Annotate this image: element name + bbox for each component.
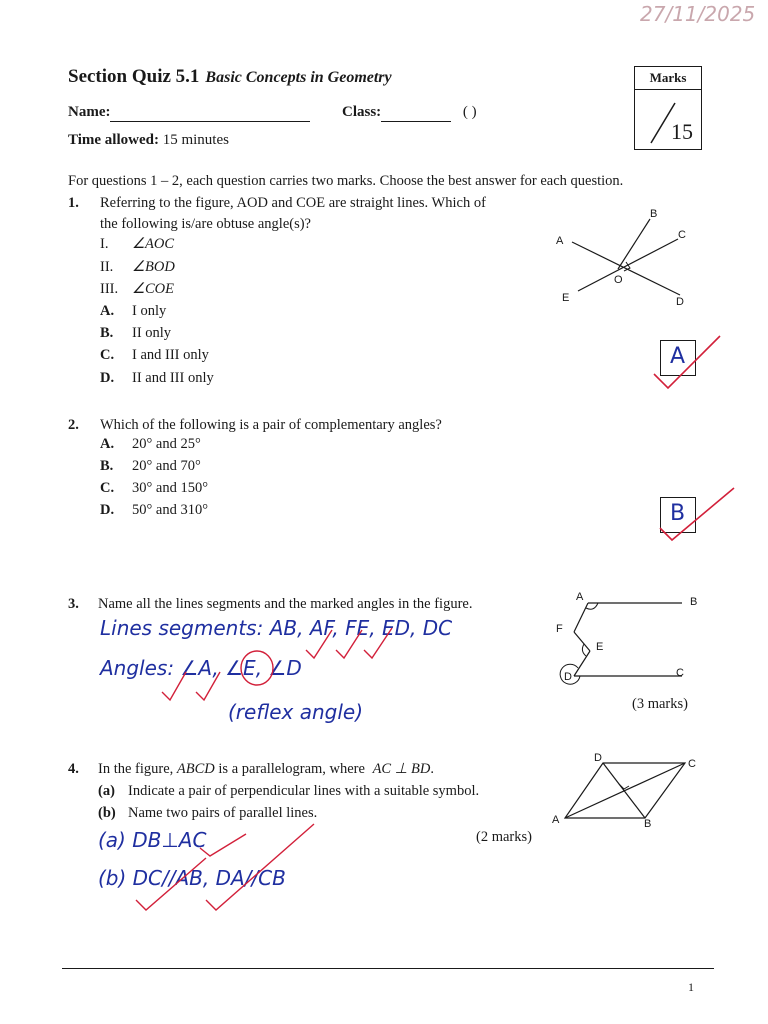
time-label: Time allowed: (68, 132, 159, 148)
q2-option-d: 50° and 310° (132, 502, 209, 518)
marks-box (634, 66, 702, 150)
q1-item-2: ∠BOD (132, 259, 175, 275)
q1-tick-mark (650, 330, 730, 400)
q1-fig-label-o: O (614, 274, 623, 286)
title-text: Section Quiz 5.1 (68, 66, 200, 87)
name-field (68, 104, 310, 122)
q4-part-b-key: (b) (98, 805, 116, 821)
q1-fig-label-a: A (556, 235, 564, 247)
time-allowed (68, 132, 229, 149)
instructions: For questions 1 – 2, each question carries two marks. Choose the best answer for each question. (68, 173, 624, 189)
marks-heading: Marks (635, 67, 701, 90)
q2-option-b: 20° and 70° (132, 458, 201, 474)
q3-handwritten-angles: Angles: ∠A, ∠E, ∠D (100, 656, 302, 680)
q4-fig-label-c: C (688, 758, 696, 770)
q4-text-mid: is a parallelogram, where (218, 761, 365, 777)
name-label: Name: (68, 104, 111, 120)
q4-figure (555, 755, 695, 830)
q1-option-b: II only (132, 325, 172, 341)
q1-item-1-num: I. (100, 236, 109, 252)
q2-answer: B (670, 501, 686, 526)
q4-fig-label-b: B (644, 818, 652, 830)
q4-handwritten-a: (a) DB⊥AC (98, 828, 207, 852)
q1-text-line2: the following is/are obtuse angle(s)? (100, 216, 311, 232)
q2-text: Which of the following is a pair of complementary angles? (100, 417, 442, 433)
q2-option-b-key: B. (100, 458, 114, 474)
q1-fig-label-c: C (678, 229, 686, 241)
q2-option-d-key: D. (100, 502, 115, 518)
q4-text-relation: AC ⊥ BD (372, 761, 431, 777)
q2-option-c: 30° and 150° (132, 480, 209, 496)
q1-option-b-key: B. (100, 325, 114, 341)
q1-option-a-key: A. (100, 303, 115, 319)
q3-tick-marks (100, 610, 430, 710)
q4-part-a: Indicate a pair of perpendicular lines with a suitable symbol. (128, 783, 480, 799)
subtitle-text: Basic Concepts in Geometry (205, 69, 392, 86)
q3-number: 3. (68, 596, 79, 612)
q3-text: Name all the lines segments and the marked angles in the figure. (98, 596, 473, 612)
class-field (342, 104, 477, 122)
q1-answer: A (670, 344, 686, 369)
q4-fig-label-a: A (552, 814, 560, 826)
q3-fig-label-f: F (556, 623, 563, 635)
page-title (68, 66, 392, 88)
q2-number: 2. (68, 417, 79, 433)
q1-number: 1. (68, 195, 79, 211)
q4-handwritten-b: (b) DC//AB, DA//CB (98, 866, 286, 890)
q3-fig-label-d: D (564, 671, 572, 683)
q4-number: 4. (68, 761, 79, 777)
q3-fig-label-b: B (690, 596, 698, 608)
q3-figure (550, 590, 700, 695)
q3-handwritten-segments: Lines segments: AB, AF, FE, ED, DC (100, 616, 453, 640)
q1-item-2-num: II. (100, 259, 114, 275)
q4-part-b: Name two pairs of parallel lines. (128, 805, 318, 821)
q1-item-3: ∠COE (132, 281, 174, 297)
q1-item-3-num: III. (100, 281, 119, 297)
q1-option-c-key: C. (100, 347, 115, 363)
q4-text (98, 758, 434, 780)
q4-marks: (2 marks) (476, 829, 532, 845)
q3-fig-label-e: E (596, 641, 604, 653)
q4-text-abcd: ABCD (176, 761, 215, 777)
q3-marks: (3 marks) (632, 696, 688, 712)
q1-fig-label-e: E (562, 292, 570, 304)
q2-option-c-key: C. (100, 480, 115, 496)
class-number-paren: ( ) (462, 104, 477, 120)
q1-option-a: I only (132, 303, 167, 319)
q2-tick-mark (650, 480, 740, 550)
class-label: Class: (342, 104, 382, 120)
footer-rule (62, 968, 714, 969)
name-blank (110, 104, 310, 122)
q4-part-a-key: (a) (98, 783, 115, 799)
q4-text-pre: In the figure, (98, 761, 174, 777)
q4-tick-marks (96, 820, 336, 920)
q3-fig-label-a: A (576, 591, 584, 603)
q1-fig-label-b: B (650, 208, 658, 220)
q1-option-d-key: D. (100, 370, 115, 386)
time-value: 15 minutes (162, 132, 229, 148)
class-blank (381, 104, 451, 122)
q4-fig-label-d: D (594, 752, 602, 764)
q1-option-d: II and III only (132, 370, 214, 386)
q3-handwritten-note: (reflex angle) (228, 700, 364, 724)
q1-option-c: I and III only (132, 347, 209, 363)
q4-text-end: . (430, 761, 434, 777)
q1-item-1: ∠AOC (132, 236, 174, 252)
q2-option-a-key: A. (100, 436, 115, 452)
q2-option-a: 20° and 25° (132, 436, 201, 452)
date-mark: 27/11/2025 (640, 2, 756, 26)
q3-fig-label-c: C (676, 667, 684, 679)
q1-text-line1: Referring to the figure, AOD and COE are straight lines. Which of (100, 195, 486, 211)
q1-fig-label-d: D (676, 296, 684, 308)
page-number: 1 (688, 980, 694, 994)
marks-total: 15 (671, 119, 693, 144)
